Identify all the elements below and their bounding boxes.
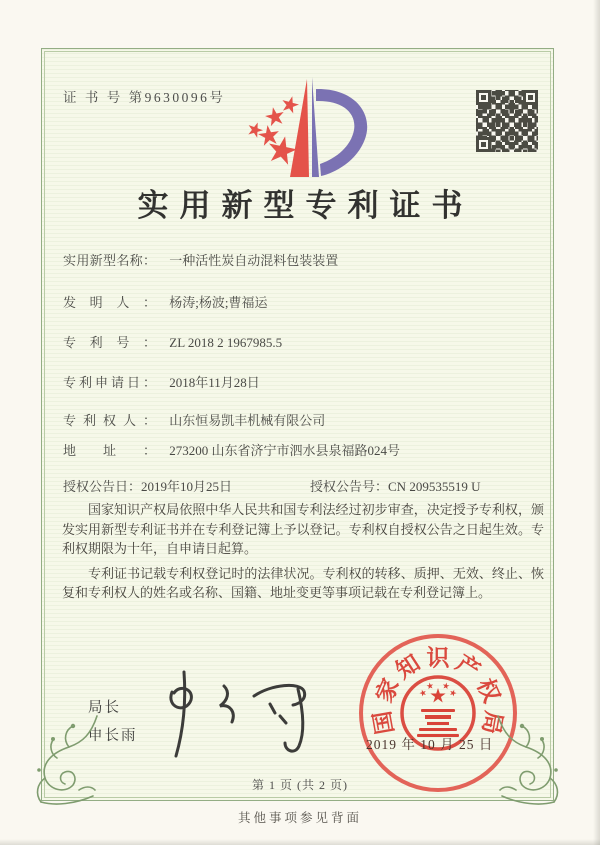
scan-edge-shadow	[593, 0, 600, 845]
legal-paragraph: 国家知识产权局依照中华人民共和国专利法经过初步审查，决定授予专利权，颁发实用新型专利证书并在专利登记簿上予以登记。专利权自授权公告之日起生效。专利权期限为十年，自申请日起算。	[62, 502, 544, 556]
seal-character: 权	[472, 675, 505, 707]
cnipa-logo-icon	[237, 74, 382, 188]
field-value: 杨涛;杨波;曹福运	[169, 295, 268, 310]
field-label: 专利号：	[63, 335, 156, 350]
page-number: 第 1 页 (共 2 页)	[252, 778, 348, 792]
certificate-title: 实用新型专利证书	[137, 188, 474, 223]
field-address	[63, 440, 400, 459]
seal-character: 家	[371, 675, 404, 707]
qr-code	[476, 90, 538, 152]
field-patentee	[63, 410, 325, 429]
grant-announcement-row	[63, 476, 481, 495]
grant-number-value: CN 209535519 U	[388, 479, 481, 494]
field-value: 一种活性炭自动混料包装装置	[169, 253, 339, 268]
field-value: 2018年11月28日	[169, 375, 260, 390]
director-signature	[150, 662, 325, 767]
qr-finder-pattern	[523, 90, 538, 105]
field-application-date	[63, 372, 260, 391]
director-name: 申长雨	[88, 728, 138, 744]
director-title: 局长	[88, 700, 121, 716]
grant-date-value: 2019年10月25日	[141, 479, 233, 494]
scan-edge-shadow	[0, 839, 600, 845]
field-value: ZL 2018 2 1967985.5	[169, 335, 283, 350]
legal-paragraph: 专利证书记载专利权登记时的法律状况。专利权的转移、质押、无效、终止、恢复和专利权人的姓名或名称、国籍、地址变更等事项记载在专利登记簿上。	[62, 565, 544, 600]
seal-character: 知	[391, 650, 425, 684]
legal-text-block	[62, 500, 544, 608]
field-label: 专利申请日：	[63, 375, 156, 390]
field-label: 专利权人：	[63, 413, 156, 428]
seal-date: 2019 年 10 月 25 日	[366, 737, 494, 752]
field-label: 发明人：	[63, 295, 156, 310]
field-utility-model-name	[63, 250, 338, 269]
seal-character: 识	[426, 645, 450, 671]
field-label: 地址：	[63, 443, 156, 458]
footer-note: 其他事项参见背面	[237, 811, 362, 825]
field-value: 山东恒易凯丰机械有限公司	[169, 413, 326, 428]
certificate-number: 证 书 号 第9630096号	[63, 90, 226, 105]
field-value: 273200 山东省济宁市泗水县泉福路024号	[169, 443, 401, 458]
seal-character: 产	[451, 650, 485, 684]
qr-finder-pattern	[476, 90, 491, 105]
field-inventors	[63, 292, 267, 311]
qr-finder-pattern	[476, 137, 491, 152]
seal-character: 局	[477, 709, 507, 737]
seal-character: 国	[369, 709, 399, 737]
grant-date-label: 授权公告日：	[63, 479, 142, 494]
field-label: 实用新型名称：	[63, 253, 156, 268]
field-patent-number	[63, 332, 282, 351]
grant-number-label: 授权公告号：	[310, 479, 389, 494]
